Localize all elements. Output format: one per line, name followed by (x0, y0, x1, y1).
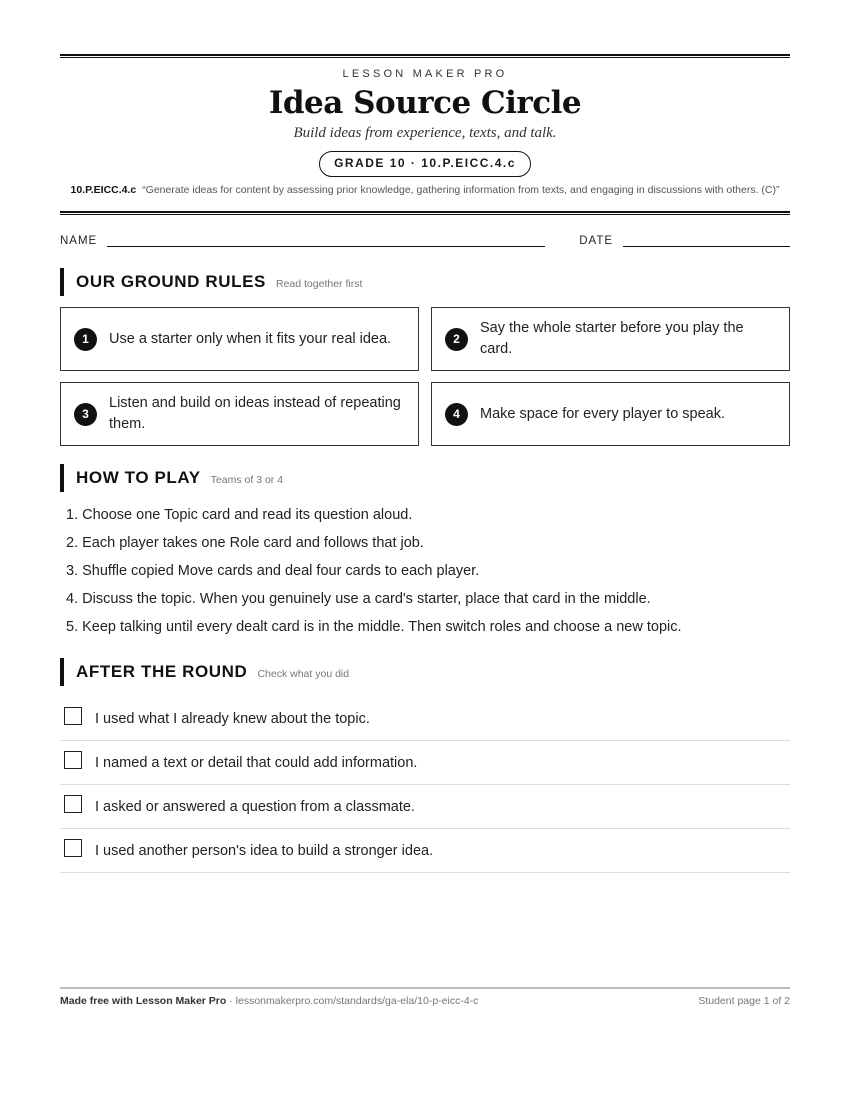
header-bottom-double-rule (60, 211, 790, 215)
worksheet-page (60, 54, 790, 873)
footer-credit (60, 995, 478, 1007)
checklist-item (60, 785, 790, 829)
grade-badge: GRADE 10 · 10.P.EICC.4.c (319, 151, 531, 177)
ground-rule-card (431, 307, 790, 371)
name-date-row (60, 230, 790, 248)
checklist-item (60, 829, 790, 873)
name-field[interactable] (107, 246, 545, 247)
ground-rules-title: OUR GROUND RULES (76, 272, 266, 291)
page-footer (60, 987, 790, 1007)
after-round-heading (60, 658, 790, 686)
how-to-play-subtitle: Teams of 3 or 4 (210, 474, 284, 486)
standard-description (60, 182, 790, 198)
rule-number-badge: 4 (445, 403, 468, 426)
checkbox[interactable] (64, 707, 82, 725)
rule-number-badge: 2 (445, 328, 468, 351)
ground-rule-card (431, 382, 790, 446)
ground-rules-grid (60, 307, 790, 446)
step-item: 2. Each player takes one Role card and follows that job. (66, 535, 424, 551)
worksheet-header (60, 58, 790, 198)
ground-rule-card (60, 307, 419, 371)
rule-number-badge: 1 (74, 328, 97, 351)
rule-text: Say the whole starter before you play the card. (480, 320, 744, 357)
checklist-label: I used another person's idea to build a stronger idea. (95, 842, 434, 859)
step-item: 1. Choose one Topic card and read its question aloud. (66, 507, 413, 523)
step-item: 3. Shuffle copied Move cards and deal four cards to each player. (66, 563, 480, 579)
footer-made-with: Made free with Lesson Maker Pro (60, 995, 227, 1007)
name-label: NAME (60, 235, 98, 247)
rule-text: Listen and build on ideas instead of repeating them. (109, 395, 401, 432)
date-field[interactable] (623, 246, 790, 247)
rule-text: Make space for every player to speak. (480, 405, 726, 422)
rule-text: Use a starter only when it fits your real idea. (109, 330, 392, 347)
date-label: DATE (579, 235, 614, 247)
checklist-label: I asked or answered a question from a classmate. (95, 798, 415, 815)
worksheet-subtitle: Build ideas from experience, texts, and talk. (293, 125, 557, 141)
how-to-play-title: HOW TO PLAY (76, 468, 201, 487)
step-item: 5. Keep talking until every dealt card is in the middle. Then switch roles and choose a new topic. (66, 619, 682, 635)
brand-name: LESSON MAKER PRO (342, 68, 508, 80)
ground-rules-subtitle: Read together first (276, 278, 363, 290)
step-item: 4. Discuss the topic. When you genuinely use a card's starter, place that card in the middle. (66, 591, 651, 607)
checkbox[interactable] (64, 751, 82, 769)
ground-rules-heading (60, 268, 790, 296)
standard-text: “Generate ideas for content by assessing prior knowledge, gathering information from texts, and engaging in discussions with others. (C)” (142, 184, 780, 196)
ground-rule-card (60, 382, 419, 446)
worksheet-title: Idea Source Circle (268, 85, 582, 121)
after-round-title: AFTER THE ROUND (76, 662, 248, 681)
after-round-subtitle: Check what you did (257, 668, 350, 680)
checkbox[interactable] (64, 839, 82, 857)
checklist-item (60, 741, 790, 785)
standard-code: 10.P.EICC.4.c (70, 184, 137, 196)
footer-url: · lessonmakerpro.com/standards/ga-ela/10-p-eicc-4-c (226, 995, 479, 1007)
how-to-play-steps (60, 501, 790, 641)
checklist-label: I used what I already knew about the topic. (95, 710, 370, 727)
how-to-play-heading (60, 464, 790, 492)
checklist-item (60, 697, 790, 741)
checkbox[interactable] (64, 795, 82, 813)
rule-number-badge: 3 (74, 403, 97, 426)
page-indicator: Student page 1 of 2 (698, 995, 790, 1007)
after-round-checklist (60, 697, 790, 873)
checklist-label: I named a text or detail that could add information. (95, 754, 418, 771)
